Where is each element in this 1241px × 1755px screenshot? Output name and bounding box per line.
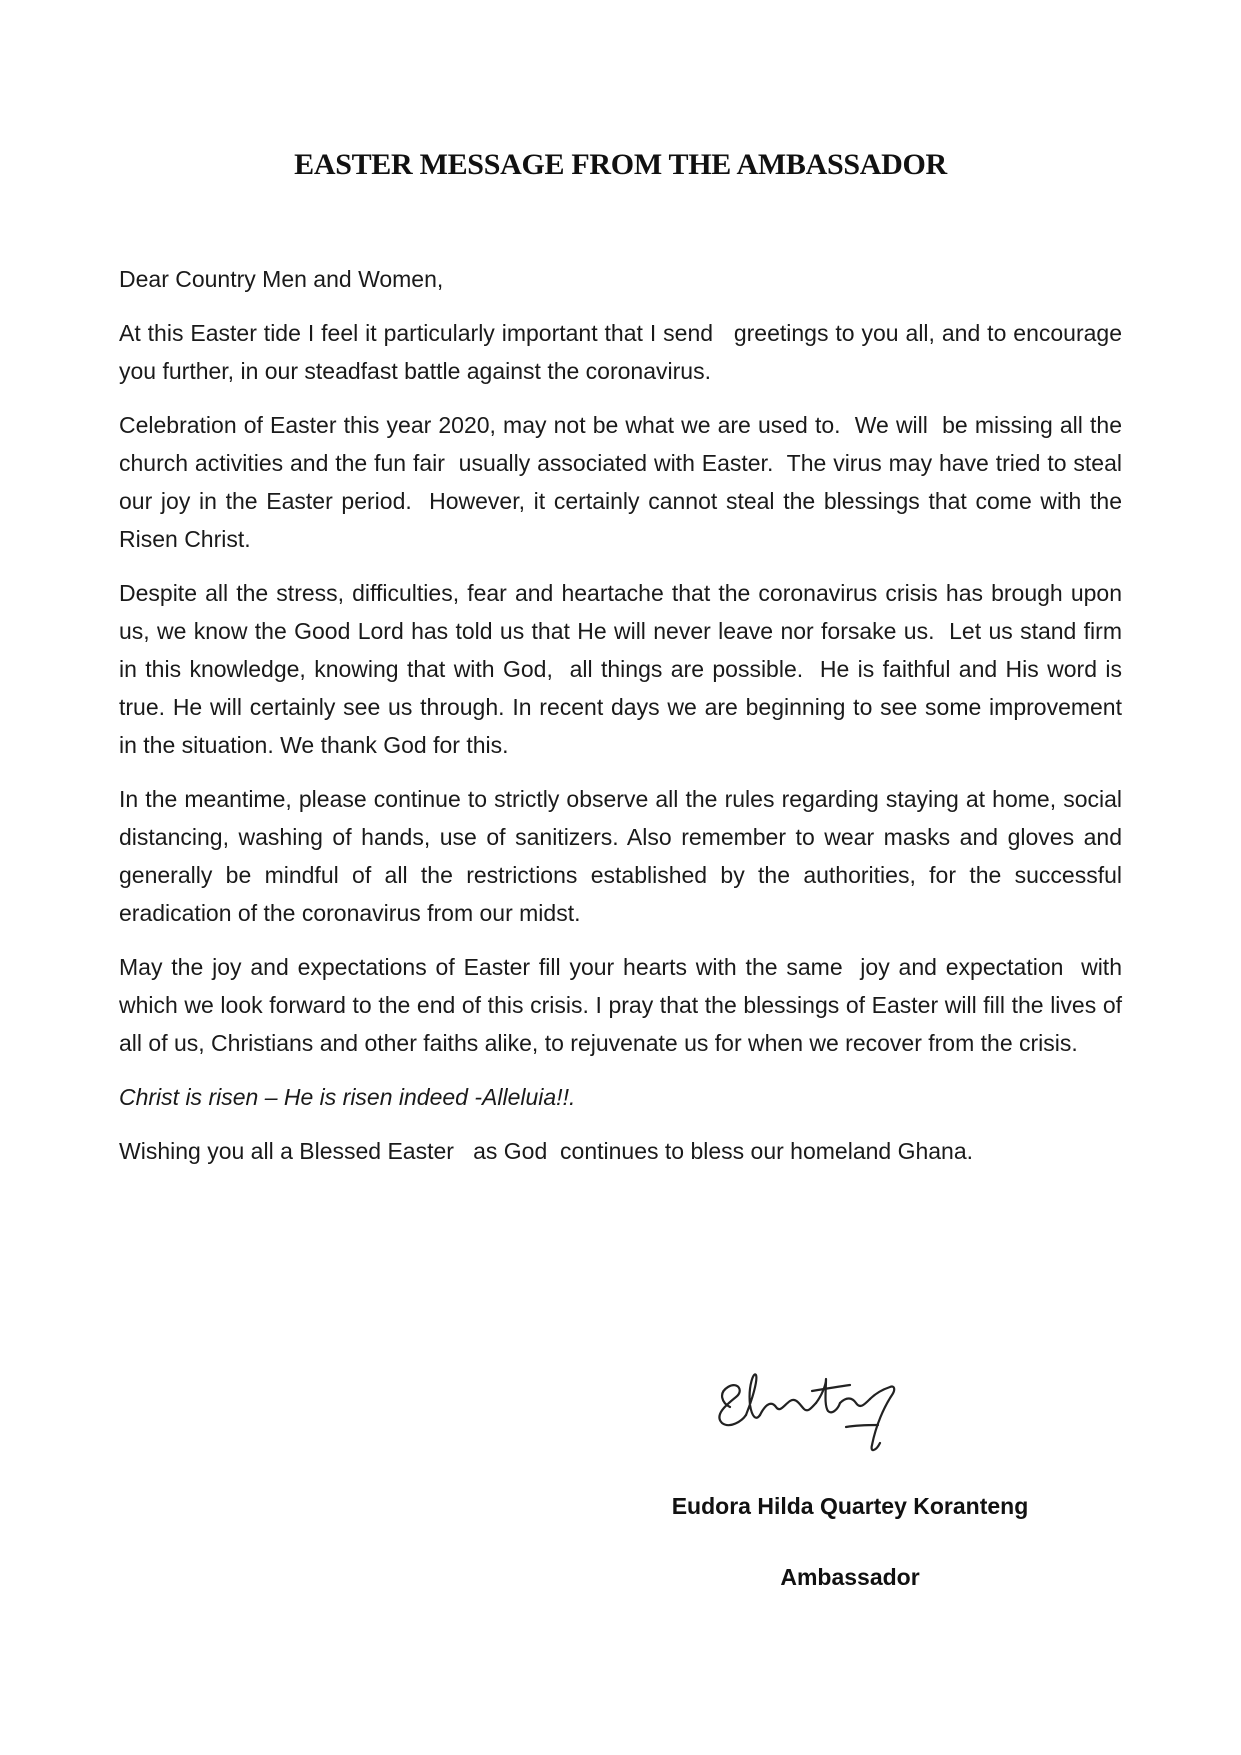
salutation: Dear Country Men and Women, bbox=[119, 266, 444, 292]
letter-body bbox=[119, 260, 1129, 1186]
handwritten-signature bbox=[700, 1345, 980, 1465]
signatory-position: Ambassador bbox=[780, 1564, 920, 1590]
paragraph-3: Despite all the stress, difficulties, fear and heartache that the coronavirus crisis has brough upon us, we know the Good Lord has told us that He will never leave nor forsake us. Let us stand firm in this knowledge, knowing that with God, all things are possible. He is faithful and His word is true. He will certainly see us through. In recent days we are beginning to see some improvement in the situation. We thank God for this. bbox=[119, 580, 1129, 758]
paragraph-5: May the joy and expectations of Easter fill your hearts with the same joy and expectation with which we look forward to the end of this crisis. I pray that the blessings of Easter will fill the lives of all of us, Christians and other faiths alike, to rejuvenate us for when we recover from the crisis. bbox=[119, 954, 1129, 1056]
closing-line: Wishing you all a Blessed Easter as God continues to bless our homeland Ghana. bbox=[119, 1138, 974, 1164]
paragraph-4: In the meantime, please continue to strictly observe all the rules regarding staying at home, social distancing, washing of hands, use of sanitizers. Also remember to wear masks and gloves and generally be mindful of all the restrictions established by the authorities, for the successful eradication of the coronavirus from our midst. bbox=[119, 786, 1129, 926]
paragraph-2: Celebration of Easter this year 2020, may not be what we are used to. We will be missing all the church activities and the fun fair usually associated with Easter. The virus may have tried to steal our joy in the Easter period. However, it certainly cannot steal the blessings that come with the Risen Christ. bbox=[119, 412, 1129, 552]
page-title: EASTER MESSAGE FROM THE AMBASSADOR bbox=[294, 148, 947, 181]
signatory-name: Eudora Hilda Quartey Koranteng bbox=[671, 1493, 1029, 1519]
paragraph-1: At this Easter tide I feel it particularly important that I send greetings to you all, and to encourage you further, in our steadfast battle against the coronavirus. bbox=[119, 320, 1129, 384]
acclamation: Christ is risen – He is risen indeed -Alleluia!!. bbox=[119, 1084, 576, 1110]
